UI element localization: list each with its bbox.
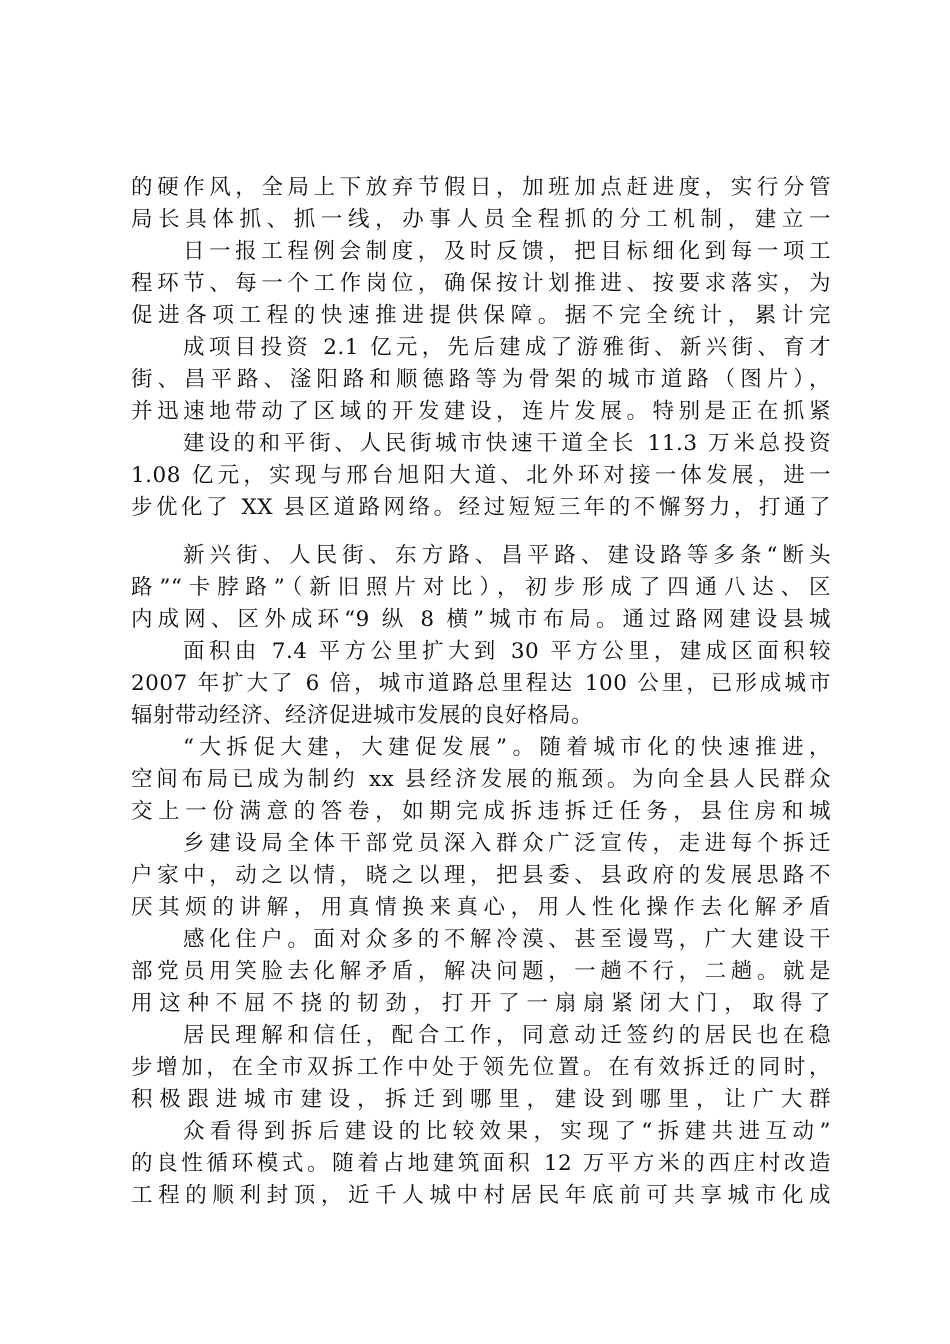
- text-line: 居民理解和信任，配合工作，同意动迁签约的居民也在稳: [183, 1023, 831, 1048]
- text-line: “大拆促大建，大建促发展”。随着城市化的快速推进，: [183, 735, 831, 760]
- text-line: 的硬作风，全局上下放弃节假日，加班加点赶进度，实行分管: [131, 175, 831, 200]
- text-line: 成项目投资 2.1 亿元，先后建成了游雅街、新兴街、育才: [183, 335, 831, 360]
- text-line: 建设的和平街、人民街城市快速干道全长 11.3 万米总投资: [183, 431, 831, 456]
- text-line: 街、昌平路、滏阳路和顺德路等为骨架的城市道路（图片），: [131, 367, 831, 392]
- text-line: 步优化了 XX 县区道路网络。经过短短三年的不懈努力，打通了: [131, 495, 831, 520]
- text-line: 乡建设局全体干部党员深入群众广泛宣传，走进每个拆迁: [183, 831, 831, 856]
- text-line: 交上一份满意的答卷，如期完成拆违拆迁任务，县住房和城: [131, 799, 831, 824]
- text-line: 2007 年扩大了 6 倍，城市道路总里程达 100 公里，已形成城市: [131, 671, 831, 696]
- text-line: 新兴街、人民街、东方路、昌平路、建设路等多条“断头: [183, 543, 831, 568]
- text-line: 部党员用笑脸去化解矛盾，解决问题，一趟不行，二趟。就是: [131, 959, 831, 984]
- text-line: 1.08 亿元，实现与邢台旭阳大道、北外环对接一体发展，进一: [131, 463, 831, 488]
- text-line: 用这种不屈不挠的韧劲，打开了一扇扇紧闭大门，取得了: [131, 991, 831, 1016]
- text-line: 的良性循环模式。随着占地建筑面积 12 万平方米的西庄村改造: [131, 1151, 831, 1176]
- text-line: 户家中，动之以情，晓之以理，把县委、县政府的发展思路不: [131, 863, 831, 888]
- text-line: 并迅速地带动了区域的开发建设，连片发展。特别是正在抓紧: [131, 399, 831, 424]
- text-line: 促进各项工程的快速推进提供保障。据不完全统计，累计完: [131, 303, 831, 328]
- text-line: 工程的顺利封顶，近千人城中村居民年底前可共享城市化成: [131, 1183, 831, 1208]
- text-line: 路”“卡脖路”（新旧照片对比），初步形成了四通八达、区: [131, 575, 831, 600]
- text-line: 感化住户。面对众多的不解冷漠、甚至谩骂，广大建设干: [183, 927, 831, 952]
- text-section-one: [131, 172, 831, 524]
- text-line: 空间布局已成为制约 xx 县经济发展的瓶颈。为向全县人民群众: [131, 767, 831, 792]
- text-line: 日一报工程例会制度，及时反馈，把目标细化到每一项工: [183, 239, 831, 264]
- text-line: 众看得到拆后建设的比较效果，实现了“拆建共进互动”: [183, 1119, 831, 1144]
- text-section-two: [131, 540, 831, 1212]
- text-line: 程环节、每一个工作岗位，确保按计划推进、按要求落实，为: [131, 271, 831, 296]
- text-line: 积极跟进城市建设，拆迁到哪里，建设到哪里，让广大群: [131, 1087, 831, 1112]
- text-line: 步增加，在全市双拆工作中处于领先位置。在有效拆迁的同时，: [131, 1055, 831, 1080]
- text-line: 辐射带动经济、经济促进城市发展的良好格局。: [131, 703, 594, 728]
- text-line: 面积由 7.4 平方公里扩大到 30 平方公里，建成区面积较: [183, 639, 831, 664]
- text-line: 厌其烦的讲解，用真情换来真心，用人性化操作去化解矛盾: [131, 895, 831, 920]
- text-line: 内成网、区外成环“9 纵 8 横”城市布局。通过路网建设县城: [131, 607, 831, 632]
- text-line: 局长具体抓、抓一线，办事人员全程抓的分工机制，建立一: [131, 207, 831, 232]
